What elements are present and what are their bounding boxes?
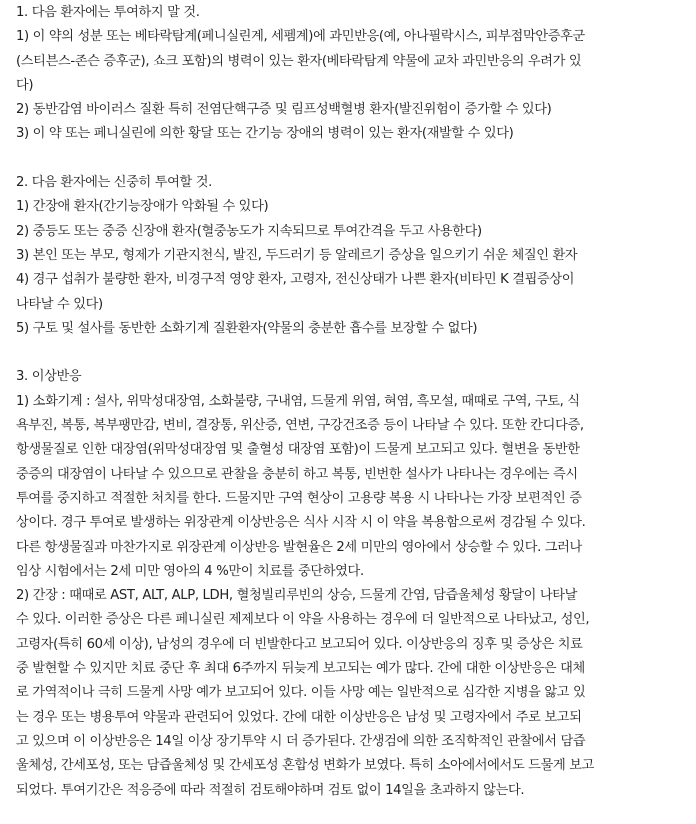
text-line: 수 있다. 이러한 증상은 다른 페니실린 제제보다 이 약을 사용하는 경우에 더 일반적으로 나타났고, 성인, bbox=[16, 612, 590, 628]
text-line: 2) 동반감염 바이러스 질환 특히 전염단핵구증 및 림프성백혈병 환자(발진위험이 증가할 수 있다) bbox=[16, 102, 552, 118]
text-line: 다) bbox=[16, 77, 34, 93]
text-line: 항생물질로 인한 대장염(위막성대장염 및 출혈성 대장염 포함)이 드물게 보고되고 있다. 혈변을 동반한 bbox=[16, 442, 580, 458]
text-line: 는 경우 또는 병용투여 약물과 관련되어 있었다. 간에 대한 이상반응은 남성 및 고령자에서 주로 보고되 bbox=[16, 709, 582, 725]
text-line: 5) 구토 및 설사를 동반한 소화기계 질환환자(약물의 충분한 흡수를 보장할 수 없다) bbox=[16, 320, 478, 336]
text-line: 3) 본인 또는 부모, 형제가 기관지천식, 발진, 두드러기 등 알레르기 증상을 일으키기 쉬운 체질인 환자 bbox=[16, 247, 578, 263]
text-line: 중증의 대장염이 나타날 수 있으므로 관찰을 충분히 하고 복통, 빈번한 설사가 나타나는 경우에는 즉시 bbox=[16, 466, 578, 482]
text-line: 임상 시험에서는 2세 미만 영아의 4 %만이 치료를 중단하였다. bbox=[16, 563, 364, 579]
text-line: (스티븐스-존슨 증후군), 쇼크 포함)의 병력이 있는 환자(베타락탐계 약물에 교차 과민반응의 우려가 있 bbox=[16, 53, 582, 69]
text-line: 고 있으며 이 이상반응은 14일 이상 장기투약 시 더 증가된다. 간생검에 의한 조직학적인 관찰에서 담즙 bbox=[16, 733, 586, 749]
text-line: 고령자(특히 60세 이상), 남성의 경우에 더 빈발한다고 보고되어 있다. 이상반응의 징후 및 증상은 치료 bbox=[16, 636, 583, 652]
text-line: 1) 이 약의 성분 또는 베타락탐계(페니실린계, 세펨계)에 과민반응(예, 아나필락시스, 피부점막안증후군 bbox=[16, 29, 585, 45]
section-caution bbox=[16, 171, 696, 341]
section-heading: 2. 다음 환자에는 신중히 투여할 것. bbox=[16, 175, 212, 191]
text-line: 나타날 수 있다) bbox=[16, 296, 103, 312]
text-line: 4) 경구 섭취가 불량한 환자, 비경구적 영양 환자, 고령자, 전신상태가 나쁜 환자(비타민 K 결핍증상이 bbox=[16, 272, 575, 288]
text-line: 3) 이 약 또는 페니실린에 의한 황달 또는 간기능 장애의 병력이 있는 환자(재발할 수 있다) bbox=[16, 126, 514, 142]
section-contraindications bbox=[16, 0, 696, 147]
text-line: 1) 간장애 환자(간기능장애가 악화될 수 있다) bbox=[16, 199, 269, 215]
text-line: 욕부진, 복통, 복부팽만감, 변비, 결장통, 위산증, 연변, 구강건조증 등이 나타날 수 있다. 또한 칸디다증, bbox=[16, 418, 584, 434]
text-line: 2) 간장 : 때때로 AST, ALT, ALP, LDH, 혈청빌리루빈의 상승, 드물게 간염, 담즙울체성 황달이 나타날 bbox=[16, 588, 578, 604]
text-line: 중 발현할 수 있지만 치료 중단 후 최대 6주까지 뒤늦게 보고되는 예가 많다. 간에 대한 이상반응은 대체 bbox=[16, 661, 585, 677]
text-line: 상이다. 경구 투여로 발생하는 위장관계 이상반응은 식사 시작 시 이 약을 복용함으로써 경감될 수 있다. bbox=[16, 515, 586, 531]
text-line: 로 가역적이나 극히 드물게 사망 예가 보고되어 있다. 이들 사망 예는 일반적으로 심각한 지병을 앓고 있 bbox=[16, 685, 586, 701]
text-line: 되었다. 투여기간은 적응증에 따라 적절히 검토해야하며 검토 없이 14일을 초과하지 않는다. bbox=[16, 782, 525, 798]
text-line: 1) 소화기계 : 설사, 위막성대장염, 소화불량, 구내염, 드물게 위염, 혀염, 흑모설, 때때로 구역, 구토, 식 bbox=[16, 393, 580, 409]
text-line: 울체성, 간세포성, 또는 담즙울체성 및 간세포성 혼합성 변화가 보였다. 특히 소아에서에서도 드물게 보고 bbox=[16, 758, 594, 774]
text-line: 2) 중등도 또는 중증 신장애 환자(혈중농도가 지속되므로 투여간격을 두고 사용한다) bbox=[16, 223, 482, 239]
section-heading: 1. 다음 환자에는 투여하지 말 것. bbox=[16, 5, 200, 20]
text-line: 다른 항생물질과 마찬가지로 위장관계 이상반응 발현율은 2세 미만의 영아에서 상승할 수 있다. 그러나 bbox=[16, 539, 582, 555]
section-heading: 3. 이상반응 bbox=[16, 369, 82, 385]
section-adverse-reactions bbox=[16, 365, 696, 802]
text-line: 투여를 중지하고 적절한 처치를 한다. 드물지만 구역 현상이 고용량 복용 시 나타나는 가장 보편적인 증 bbox=[16, 490, 582, 506]
